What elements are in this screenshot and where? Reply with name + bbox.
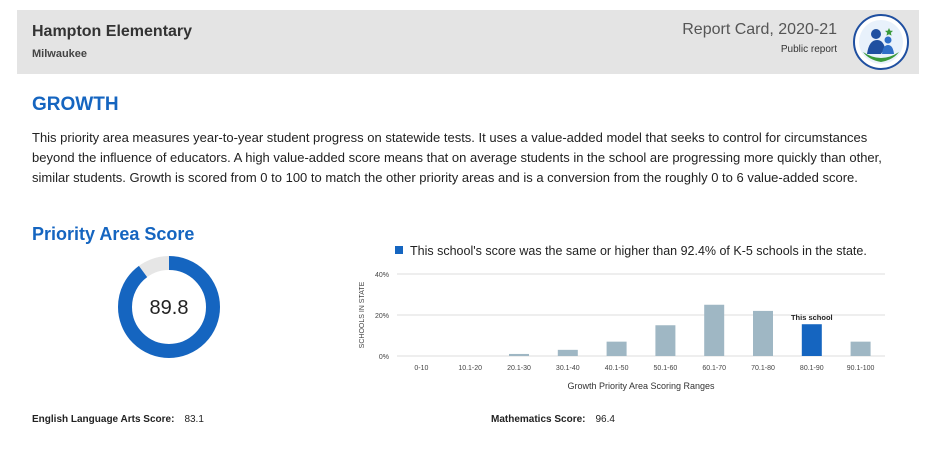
report-title: Report Card, 2020-21 (682, 21, 837, 38)
legend-swatch (395, 246, 403, 254)
ela-score-label: English Language Arts Score: (32, 414, 175, 425)
x-tick-label: 10.1-20 (458, 365, 483, 372)
y-tick-label: 40% (374, 272, 389, 279)
math-score (491, 414, 615, 425)
bar (509, 354, 529, 356)
this-school-label: This school (790, 313, 833, 323)
bar (558, 350, 578, 356)
section-description: This priority area measures year-to-year student progress on statewide tests. It uses a value-added model that seeks to control for circumstances beyond the influence of educators. A high value-added score means that on average students in the school are progressing more quickly than other, similar students. Growth is scored from 0 to 100 to match the other priority areas and is a conversion from the roughly 0 to 6 value-added score. (32, 130, 882, 185)
x-tick-label: 50.1-60 (653, 365, 678, 372)
report-subtitle: Public report (780, 44, 837, 55)
y-tick-label: 0% (378, 354, 389, 361)
bar (704, 305, 724, 356)
x-tick-label: 0-10 (414, 365, 429, 372)
donut-score-value: 89.8 (149, 297, 189, 319)
growth-distribution-chart (350, 238, 910, 398)
y-axis-label: SCHOOLS IN STATE (359, 281, 366, 349)
x-axis-label: Growth Priority Area Scoring Ranges (567, 381, 715, 391)
bar (753, 311, 773, 356)
highlight-bar (802, 324, 822, 356)
chart-title: This school's score was the same or higher than 92.4% of K-5 schools in the state. (410, 244, 867, 258)
priority-score-donut (114, 252, 224, 362)
x-tick-label: 60.1-70 (702, 365, 727, 372)
bar (607, 342, 627, 356)
report-header (17, 10, 919, 74)
section-title: GROWTH (32, 94, 119, 115)
dpi-logo-icon (853, 14, 909, 70)
y-tick-label: 20% (374, 313, 389, 320)
x-tick-label: 90.1-100 (846, 365, 875, 372)
math-score-label: Mathematics Score: (491, 414, 586, 425)
ela-score-value: 83.1 (184, 414, 204, 425)
x-tick-label: 70.1-80 (751, 365, 775, 372)
x-tick-label: 30.1-40 (555, 365, 580, 372)
x-tick-label: 80.1-90 (799, 365, 824, 372)
school-name: Hampton Elementary (32, 23, 193, 40)
math-score-value: 96.4 (595, 414, 615, 425)
x-tick-label: 20.1-30 (507, 365, 531, 372)
bar (851, 342, 871, 356)
school-city: Milwaukee (32, 48, 88, 60)
ela-score (32, 414, 204, 425)
priority-area-title: Priority Area Score (32, 224, 195, 244)
bar (655, 325, 675, 356)
x-tick-label: 40.1-50 (604, 365, 629, 372)
